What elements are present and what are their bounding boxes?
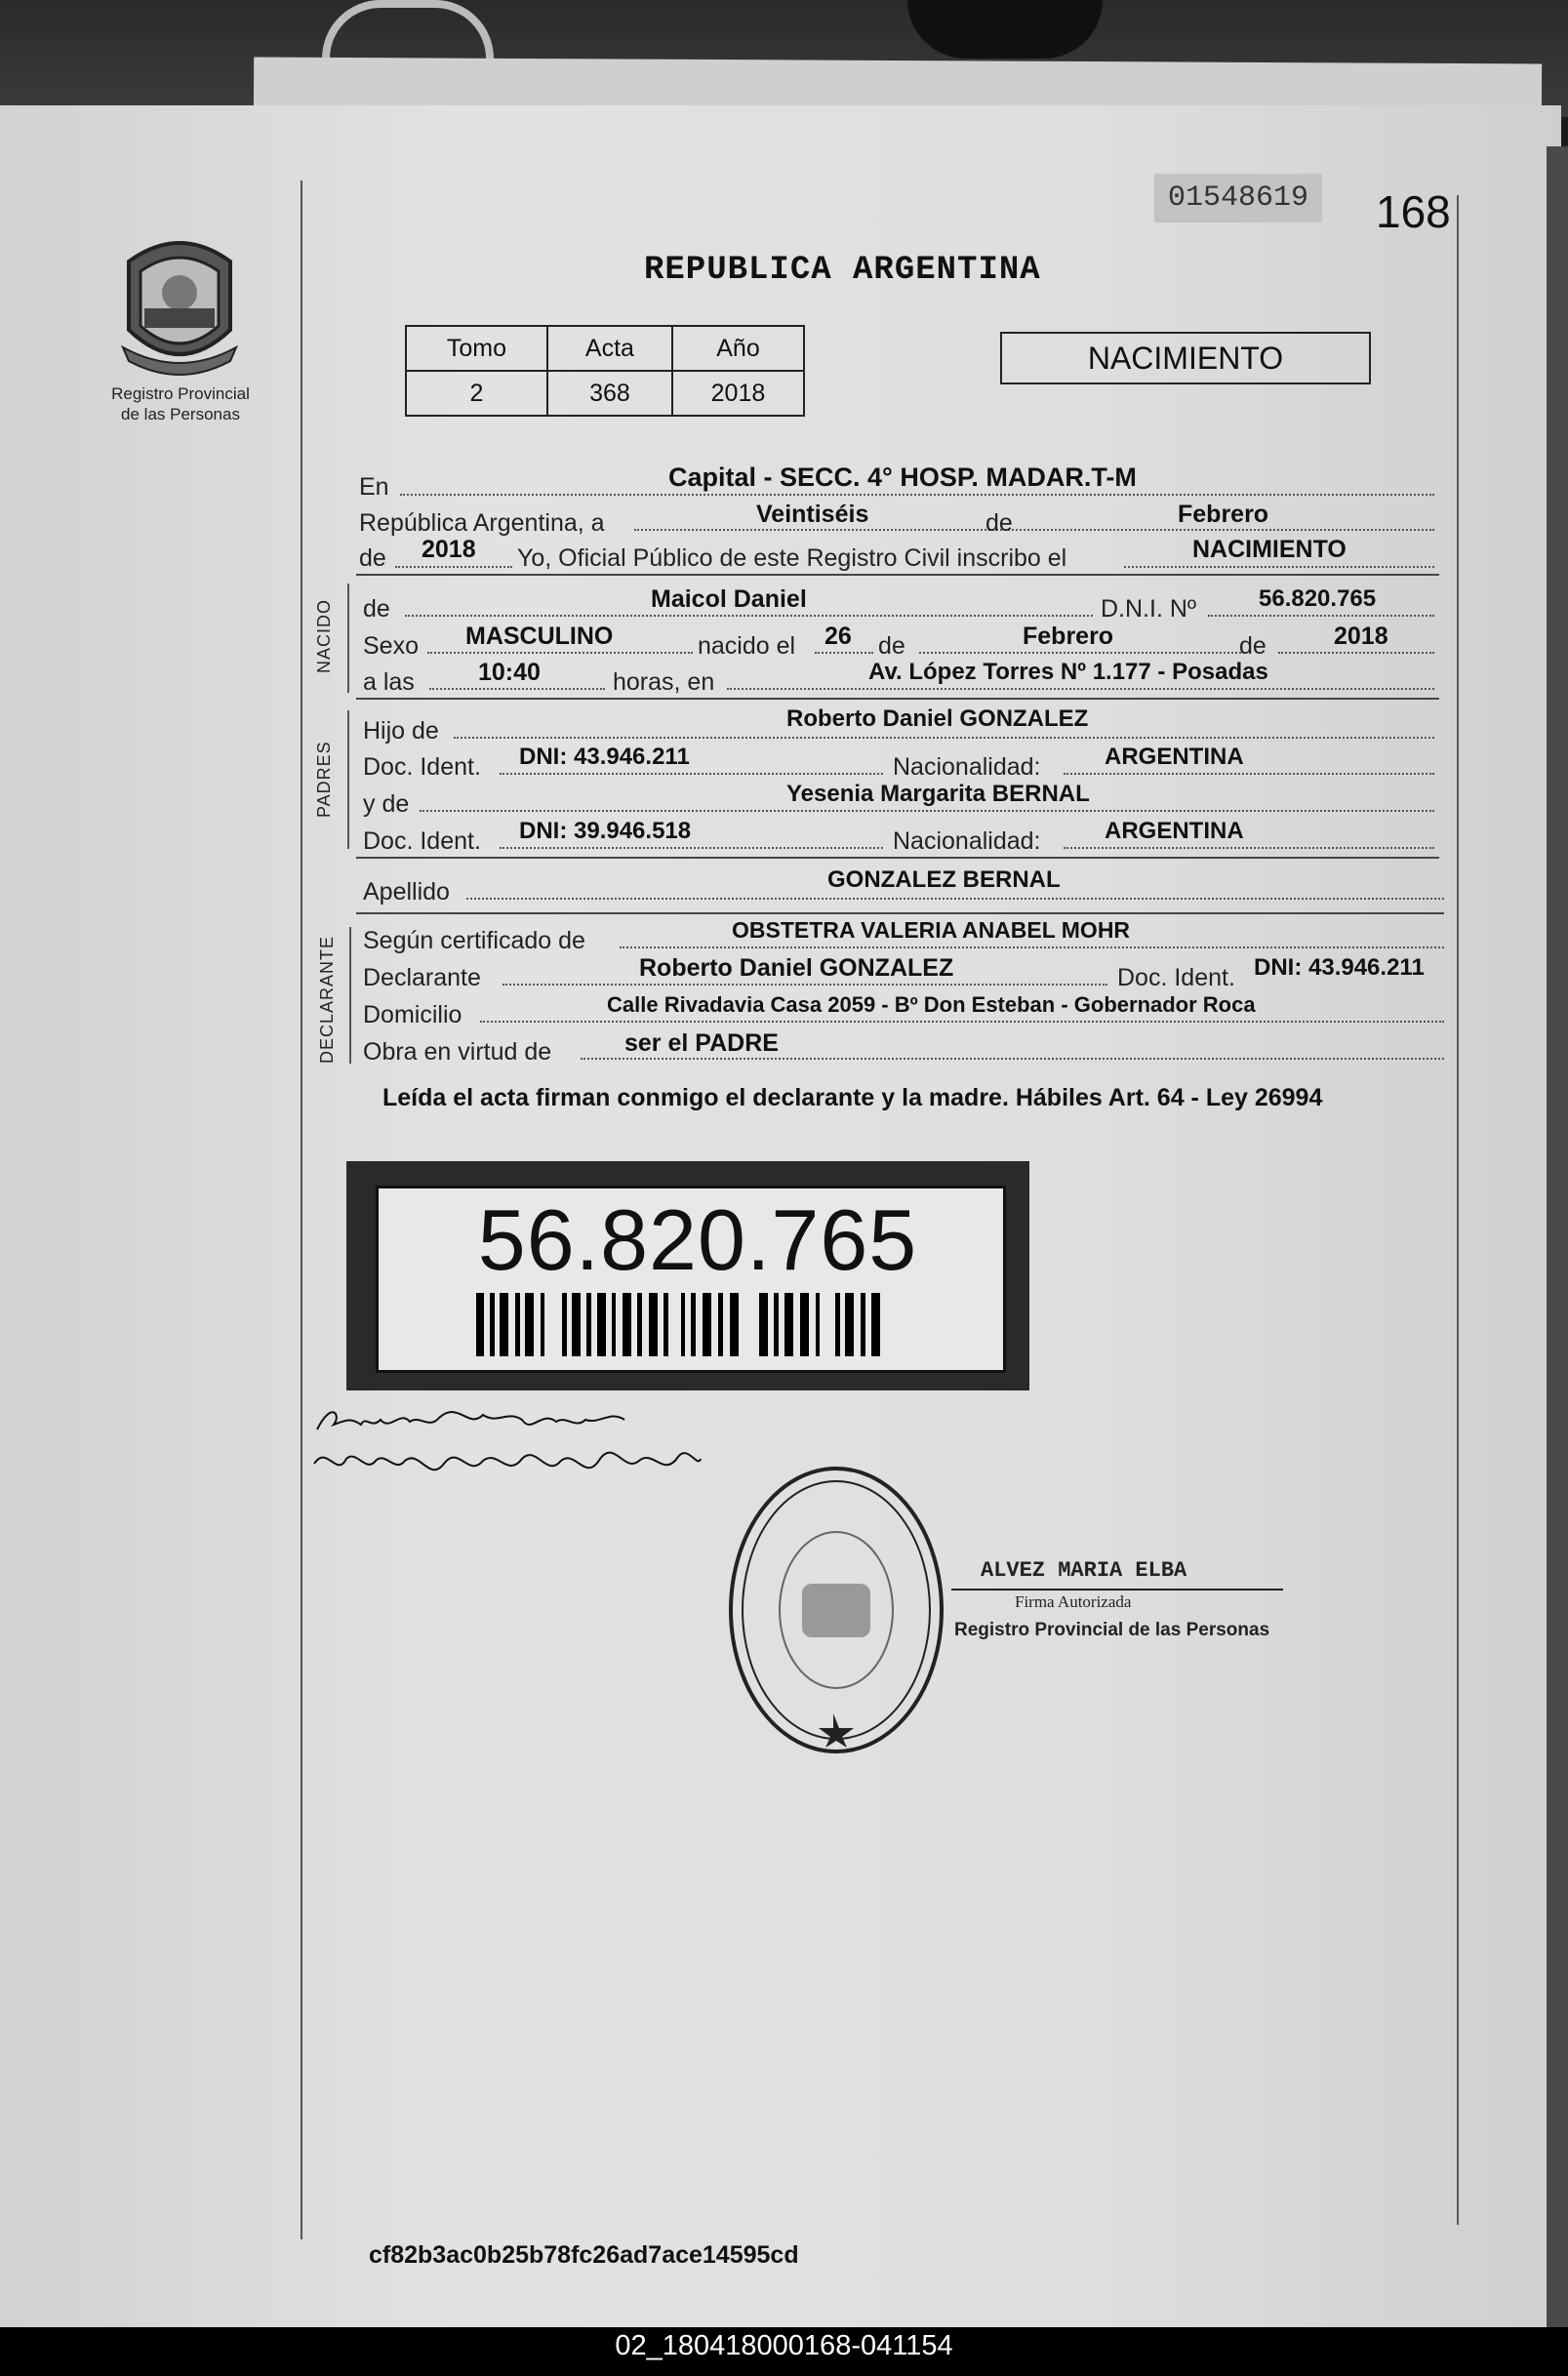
certificado-label: Según certificado de (363, 927, 585, 954)
dotted-line (427, 652, 693, 654)
document-hash: cf82b3ac0b25b78fc26ad7ace14595cd (369, 2241, 799, 2269)
nac-dia-value: 26 (824, 623, 852, 650)
doc1-value: DNI: 43.946.211 (519, 744, 690, 770)
nombre-label: de (363, 595, 390, 623)
padres-bracket (347, 710, 349, 849)
nac-mes-value: Febrero (1023, 623, 1114, 650)
sexo-label: Sexo (363, 632, 419, 660)
anio-value: 2018 (422, 536, 476, 563)
logo-caption-line-2: de las Personas (121, 405, 240, 423)
logo-caption-line-1: Registro Provincial (111, 384, 250, 403)
misiones-logo (115, 232, 244, 379)
declarante-section-label: DECLARANTE (317, 935, 337, 1064)
padres-section-label: PADRES (314, 741, 334, 818)
dia-value: Veintiséis (756, 501, 869, 528)
hijo-label: Hijo de (363, 717, 439, 745)
dotted-line (919, 652, 1241, 654)
nac-anio-value: 2018 (1334, 623, 1388, 650)
officer-underline (951, 1589, 1283, 1591)
nacido-label: nacido el (698, 632, 796, 660)
padre-value: Roberto Daniel GONZALEZ (786, 705, 1089, 732)
apellido-value: GONZALEZ BERNAL (827, 866, 1061, 893)
nac2-label: Nacionalidad: (893, 827, 1041, 855)
dni-label: D.N.I. Nº (1101, 595, 1197, 623)
officer-org: Registro Provincial de las Personas (954, 1620, 1270, 1640)
dotted-line (1278, 652, 1434, 654)
nombre-value: Maicol Daniel (651, 585, 807, 613)
dotted-line (480, 1021, 1444, 1023)
hora-value: 10:40 (478, 659, 541, 686)
logo-caption (93, 383, 268, 424)
dotted-line (500, 847, 883, 849)
dotted-line (620, 946, 1444, 948)
right-margin-line (1457, 195, 1459, 2225)
doc3-value: DNI: 43.946.211 (1254, 954, 1425, 981)
declarante-label: Declarante (363, 964, 481, 991)
anio-header: Año (672, 326, 804, 371)
en-label: En (359, 473, 389, 501)
nacido-bracket (347, 584, 349, 693)
dni-barcode-number: 56.820.765 (477, 1191, 918, 1288)
separator (356, 857, 1439, 859)
oficial-text: Yo, Oficial Público de este Registro Civil inscribo el (517, 544, 1067, 572)
yde-label: y de (363, 790, 410, 818)
alas-label: a las (363, 668, 415, 696)
dotted-line (1124, 566, 1434, 568)
declarante-value: Roberto Daniel GONZALEZ (639, 954, 954, 982)
dotted-line (1064, 847, 1434, 849)
serial-stamp: 01548619 (1154, 174, 1322, 222)
inscribo-value: NACIMIENTO (1192, 536, 1347, 563)
dotted-line (634, 529, 1434, 531)
domicilio-label: Domicilio (363, 1001, 462, 1028)
doc1-label: Doc. Ident. (363, 753, 481, 781)
nac-de-label: de (878, 632, 905, 660)
page-number: 168 (1376, 186, 1451, 237)
declarante-bracket (349, 927, 351, 1064)
doc2-label: Doc. Ident. (363, 827, 481, 855)
acta-value: 368 (547, 371, 672, 416)
handwritten-signatures (312, 1390, 703, 1498)
nac-de2-label: de (1239, 632, 1266, 660)
dotted-line (454, 737, 1434, 739)
dotted-line (420, 810, 1434, 812)
dotted-line (405, 615, 1093, 617)
separator (356, 574, 1439, 576)
footer-file-id: 02_180418000168-041154 (615, 2330, 953, 2361)
dotted-line (503, 984, 1107, 986)
sexo-value: MASCULINO (465, 623, 614, 650)
madre-value: Yesenia Margarita BERNAL (786, 781, 1090, 807)
obra-value: ser el PADRE (624, 1029, 779, 1057)
republica-label: República Argentina, a (359, 509, 605, 537)
document-title: REPUBLICA ARGENTINA (644, 252, 1041, 289)
tomo-value: 2 (406, 371, 547, 416)
officer-role: Firma Autorizada (1015, 1592, 1132, 1611)
dotted-line (1064, 773, 1434, 775)
paper-edge (1547, 146, 1568, 2327)
dotted-line (395, 566, 512, 568)
left-margin-line (301, 181, 302, 2239)
dotted-line (500, 773, 883, 775)
nac1-label: Nacionalidad: (893, 753, 1041, 781)
doc2-value: DNI: 39.946.518 (519, 818, 692, 844)
barcode-bars (476, 1293, 886, 1356)
dotted-line (466, 898, 1444, 900)
dotted-line (581, 1058, 1444, 1060)
dotted-line (1208, 615, 1434, 617)
apellido-label: Apellido (363, 878, 450, 906)
tomo-header: Tomo (406, 326, 547, 371)
de-label: de (985, 509, 1013, 537)
dotted-line (429, 688, 605, 690)
certificado-value: OBSTETRA VALERIA ANABEL MOHR (732, 917, 1131, 943)
officer-name: ALVEZ MARIA ELBA (981, 1558, 1187, 1583)
registry-table (405, 325, 805, 417)
dotted-line (400, 494, 1434, 496)
en-value: Capital - SECC. 4° HOSP. MADAR.T-M (668, 463, 1137, 492)
acta-header: Acta (547, 326, 672, 371)
lugar-value: Av. López Torres Nº 1.177 - Posadas (868, 659, 1268, 685)
dni-value: 56.820.765 (1259, 585, 1377, 612)
nac1-value: ARGENTINA (1105, 744, 1244, 770)
leida-text: Leída el acta firman conmigo el declarante y la madre. Hábiles Art. 64 - Ley 26994 (382, 1084, 1323, 1111)
mes-value: Febrero (1178, 501, 1269, 528)
nacido-section-label: NACIDO (314, 598, 334, 673)
record-type-box: NACIMIENTO (1000, 332, 1371, 384)
de2-label: de (359, 544, 386, 572)
domicilio-value: Calle Rivadavia Casa 2059 - Bº Don Esteban - Gobernador Roca (607, 992, 1256, 1017)
nac2-value: ARGENTINA (1105, 818, 1244, 844)
dotted-line (727, 688, 1434, 690)
dotted-line (815, 652, 873, 654)
anio-value: 2018 (672, 371, 804, 416)
separator (356, 912, 1444, 914)
doc3-label: Doc. Ident. (1117, 964, 1235, 991)
obra-label: Obra en virtud de (363, 1038, 552, 1066)
horas-label: horas, en (613, 668, 715, 696)
dark-object (907, 0, 1103, 59)
official-seal (724, 1462, 948, 1759)
separator (356, 698, 1439, 700)
